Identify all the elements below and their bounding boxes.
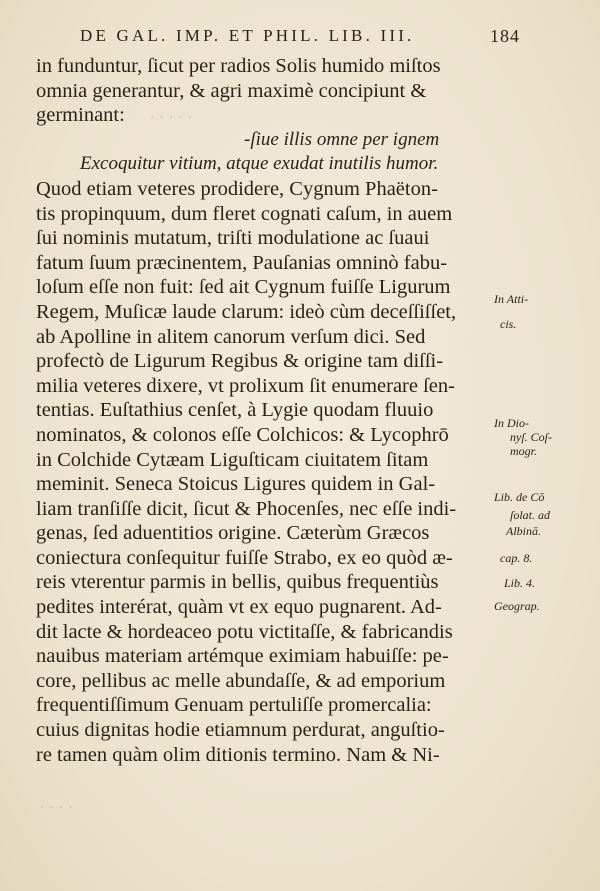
running-title: DE GAL. IMP. ET PHIL. LIB. III. (80, 26, 415, 45)
text-line: omnia generantur, & agri maximè concipiunt & (36, 79, 427, 102)
text-body (36, 54, 556, 767)
page-number: 184 (490, 26, 520, 46)
bleed-through-mark: · · · · (40, 800, 74, 816)
text-line: re tamen quàm olim ditionis termino. Nam & Ni- (36, 743, 440, 766)
text-line: fatum ſuum præcinentem, Pauſanias omninò fabu- (36, 251, 448, 274)
text-line: profectò de Ligurum Regibus & origine tam diſſi- (36, 350, 444, 373)
margin-note: Albinā. (506, 524, 541, 538)
text-line: tis propinquum, dum fleret cognati caſum, in auem (36, 202, 453, 225)
text-line: tentias. Euſtathius cenſet, à Lygie quodam fluuio (36, 399, 434, 422)
text-line: loſum eſſe non fuit: ſed ait Cygnum fuiſſe Ligurum (36, 276, 451, 299)
text-line: germinant: (36, 104, 125, 127)
text-line: ſui nominis mutatum, triſti modulatione ac ſuaui (36, 227, 430, 250)
text-line: liam tranſiſſe dicit, ſicut & Phocenſes, nec eſſe indi- (36, 497, 457, 520)
text-line: core, pellibus ac melle abundaſſe, & ad emporium (36, 669, 446, 692)
verse-line: Excoquitur vitium, atque exudat inutilis humor. (80, 153, 439, 175)
margin-note: Lib. de Cō (494, 490, 545, 504)
text-line: Quod etiam veteres prodidere, Cygnum Phaëton- (36, 177, 438, 200)
margin-note: In Atti- (494, 292, 529, 306)
text-line: Regem, Muſicæ laude clarum: ideò cùm deceſſiſſet, (36, 300, 457, 323)
bleed-through-mark: · · · · · (150, 110, 193, 126)
margin-note: nyſ. Coſ- (510, 430, 552, 444)
margin-note: Lib. 4. (504, 576, 536, 590)
text-line: dit lacte & hordeaceo potu victitaſſe, & fabricandis (36, 620, 453, 643)
margin-note: Geograp. (494, 599, 540, 613)
text-line: ab Apolline in alitem canorum verſum dici. Sed (36, 325, 426, 348)
text-line: in funduntur, ſicut per radios Solis humido miſtos (36, 55, 441, 77)
text-line: in Colchide Cytæam Liguſticam ciuitatem ſitam (36, 448, 429, 471)
text-line: nominatos, & colonos eſſe Colchicos: & Lycophrō (36, 423, 449, 446)
text-line: nauibus materiam artémque eximiam habuiſſe: pe- (36, 645, 449, 668)
margin-note: cis. (500, 317, 517, 331)
text-line: cuius dignitas hodie etiamnum perdurat, anguſtio- (36, 719, 445, 742)
margin-note: cap. 8. (500, 551, 533, 565)
text-line: frequentiſſimum Genuam pertuliſſe promercalia: (36, 694, 432, 717)
text-line: milia veteres dixere, vt prolixum ſit enumerare ſen- (36, 374, 455, 397)
text-line: reis vterentur parmis in bellis, quibus frequentiùs (36, 571, 439, 594)
text-line: genas, ſed aduentitios origine. Cæterùm Græcos (36, 522, 430, 545)
text-line: meminit. Seneca Stoicus Ligures quidem in Gal- (36, 473, 436, 496)
running-header (80, 26, 520, 50)
margin-note: ſolat. ad (510, 508, 551, 522)
margin-note: mogr. (510, 444, 538, 458)
text-line: pedites interérat, quàm vt ex equo pugnarent. Ad- (36, 596, 442, 619)
text-line: coniectura conſequitur fuiſſe Strabo, ex eo quòd æ- (36, 546, 453, 569)
verse-line: -ſiue illis omne per ignem (244, 128, 440, 150)
margin-note: In Dio- (494, 416, 529, 430)
